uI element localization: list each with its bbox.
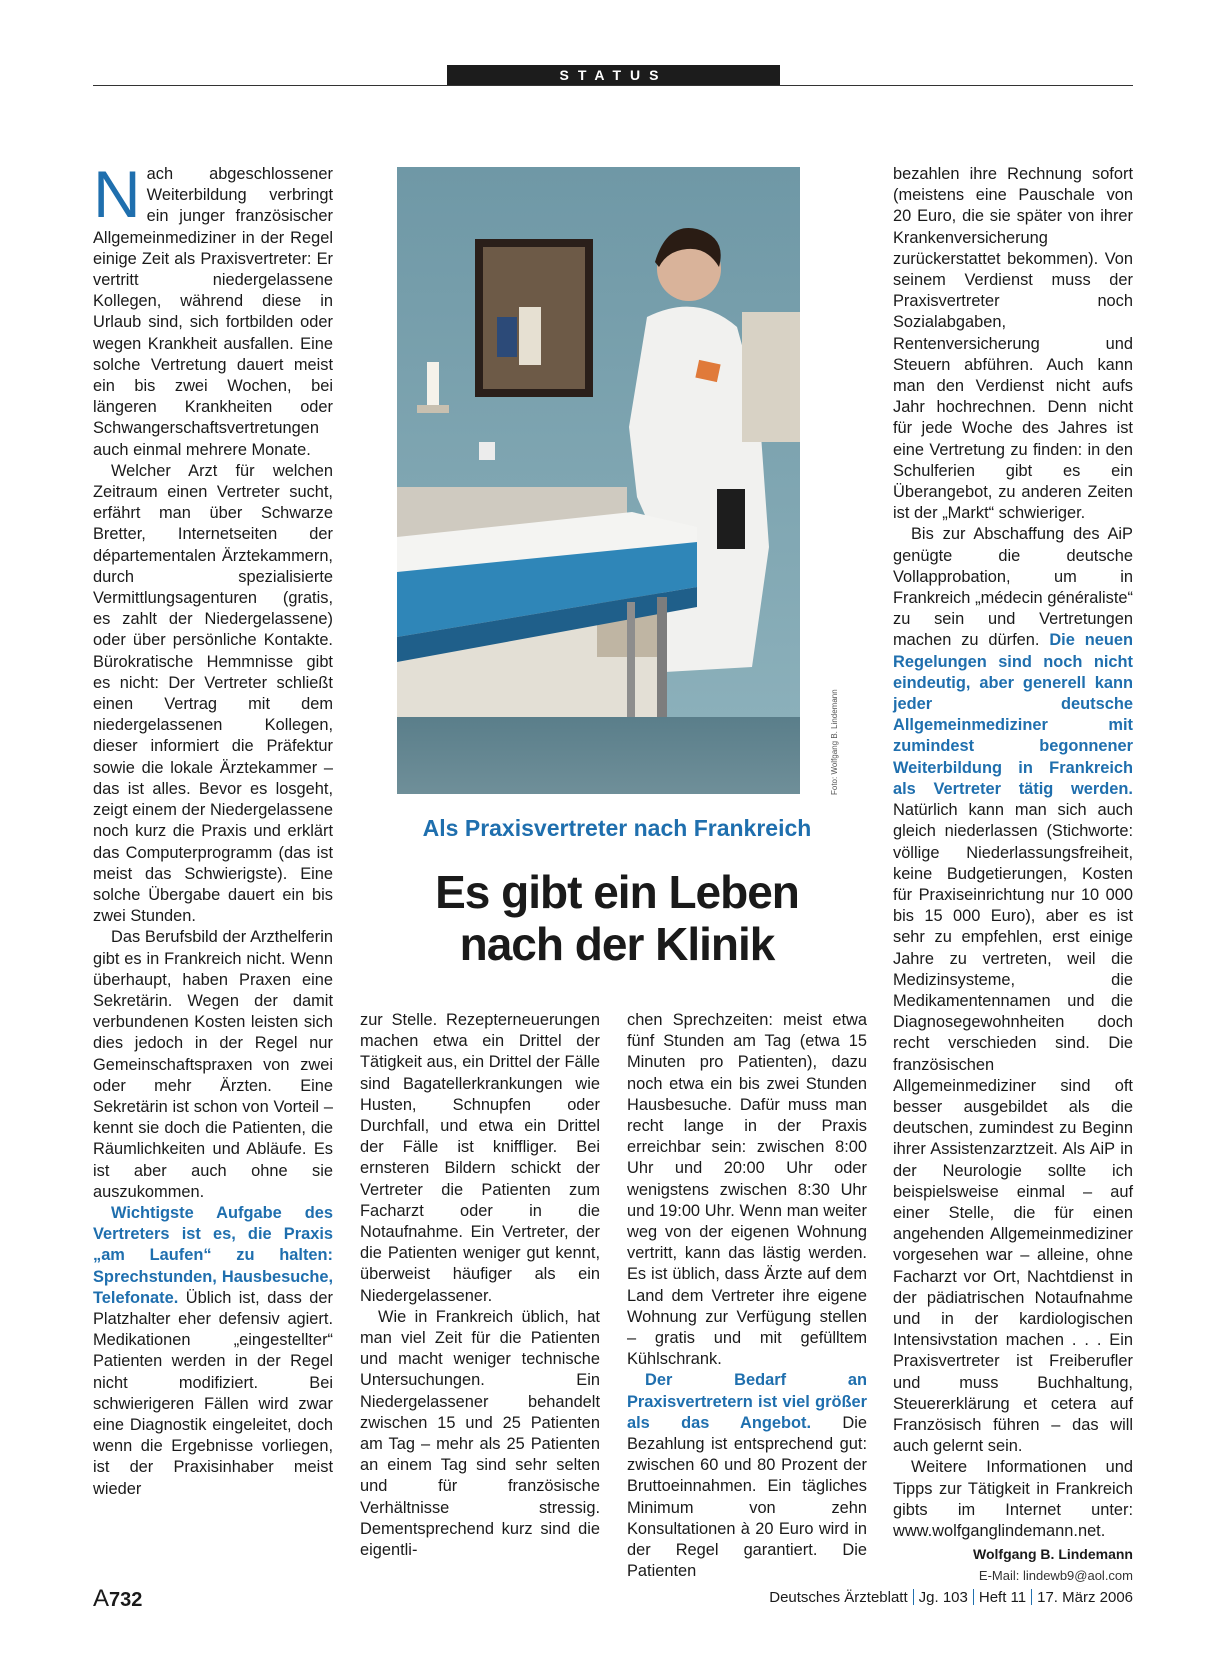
photo-illustration bbox=[397, 167, 800, 794]
drop-cap: N bbox=[93, 157, 141, 231]
headline-line-1: Es gibt ein Leben bbox=[435, 866, 799, 918]
paragraph: Das Berufsbild der Arzthelferin gibt es in Frankreich nicht. Wenn überhaupt, haben Praxen eine Sekretärin. Wegen der damit verbundenen Kosten leisten sich dies jedoch in der Regel nur Gemeinschaftspraxen von zwei oder mehr Ärzten. Eine Sekretärin ist schon von Vorteil – kennt sie doch die Patienten, die Räumlichkeiten und Abläufe. Es ist aber auch ohne sie auszukommen. bbox=[93, 928, 333, 1201]
paragraph: chen Sprechzeiten: meist etwa fünf Stunden am Tag (etwa 15 Minuten pro Patienten), dazu noch etwa ein bis zwei Stunden Hausbesuche. Dafür muss man recht lange in der Praxis erreichbar sein: zwischen 8:00 Uhr und 20:00 Uhr oder wenigstens zwischen 8:30 Uhr und 19:00 Uhr. Wenn man weiter weg von der eigenen Wohnung vertritt, kann das lästig werden. Es ist üblich, dass Ärzte auf dem Land dem Vertreter ihre eigene Wohnung zur Verfügung stellen – gratis und mit gefülltem Kühlschrank. bbox=[627, 1011, 867, 1369]
page-number bbox=[93, 1585, 142, 1613]
page-number-value: 732 bbox=[109, 1589, 143, 1611]
author-email: E-Mail: lindewb9@aol.com bbox=[978, 1568, 1133, 1584]
journal-issue: Heft 11 bbox=[978, 1589, 1027, 1606]
paragraph bbox=[93, 157, 333, 461]
doctor-photo bbox=[397, 167, 800, 794]
article-column-3 bbox=[627, 1010, 867, 1582]
article-kicker: Als Praxisvertreter nach Frankreich bbox=[422, 815, 812, 841]
paragraph: Welcher Arzt für welchen Zeitraum einen Vertreter sucht, erfährt man über Schwarze Bretter, Internetseiten der départementalen Ärztekammern, durch spezialisierte Vermittlungsagenturen (gratis, es zahlt der Niedergelassene) oder über persönliche Kontakte. Bürokratische Hemmnisse gibt es nicht: Der Vertreter schließt einen Vertrag mit dem niedergelassenen Kollegen, dieser informiert die Präfektur sowie die lokale Ärztekammer – das ist alles. Bevor es losgeht, zeigt einem der Niedergelassene noch kurz die Praxis und erklärt das Computerprogramm (das ist meist das Schwierigste). Eine solche Übergabe dauert ein bis zwei Stunden. bbox=[93, 461, 333, 926]
paragraph: zur Stelle. Rezepterneuerungen machen etwa ein Drittel der Tätigkeit aus, ein Drittel der Fälle sind Bagatellerkrankungen wie Husten, Schnupfen oder Durchfall, und etwa ein Drittel der Fälle ist kniffliger. Bei ernsteren Bildern schickt der Vertreter die Patienten zum Facharzt oder in die Notaufnahme. Ein Vertreter, der die Patienten weniger gut kennt, überweist häufiger als ein Niedergelassener. bbox=[360, 1011, 600, 1305]
journal-date: 17. März 2006 bbox=[1037, 1589, 1133, 1606]
paragraph bbox=[627, 1370, 867, 1582]
separator bbox=[973, 1589, 974, 1605]
article-headline bbox=[397, 866, 837, 970]
paragraph bbox=[893, 524, 1133, 1457]
page-prefix: A bbox=[93, 1585, 110, 1612]
paragraph: Wie in Frankreich üblich, hat man viel Zeit für die Patienten und macht weniger technische Untersuchungen. Ein Niedergelassener behandelt zwischen 15 und 25 Patienten am Tag – mehr als 25 Patienten an einem Tag sind sehr selten und für französische Verhältnisse stressig. Dementsprechend kurz sind die eigentli- bbox=[360, 1307, 600, 1560]
paragraph: bezahlen ihre Rechnung sofort (meistens eine Pauschale von 20 Euro, die sie später von ihrer Krankenversicherung zurückerstattet bekommen). Von seinem Verdienst muss der Praxisvertreter noch Sozialabgaben, Rentenversicherung und Steuern abführen. Auch kann man den Verdienst nicht aufs Jahr hochrechnen. Denn nicht für jede Woche des Jahres ist eine Vertretung zu finden: in den Schulferien gibt es ein Überangebot, zu anderen Zeiten ist der „Markt“ schwieriger. bbox=[893, 165, 1133, 523]
journal-footer bbox=[769, 1589, 1133, 1606]
author-name: Wolfgang B. Lindemann bbox=[973, 1546, 1133, 1563]
paragraph-text: Die Bezahlung ist entsprechend gut: zwischen 60 und 80 Prozent der Bruttoeinnahmen. Ein tägliches Minimum von zehn Konsultationen à 20 Euro wird in der Regel garantiert. Die Patienten bbox=[627, 1413, 867, 1581]
paragraph-text: ach abgeschlossener Weiterbildung verbringt ein junger französischer Allgemeinmediziner in der Regel einige Zeit als Praxisvertreter: Er vertritt niedergelassene Kollegen, während diese in Urlaub sind, sich fortbilden oder wegen Krankheit ausfallen. Eine solche Vertretung dauert meist ein bis zwei Wochen, bei längeren Krankheiten oder Schwangerschaftsvertretungen auch einmal mehrere Monate. bbox=[93, 165, 333, 459]
header-rule bbox=[93, 85, 1133, 86]
highlight-text: Wichtigste Aufgabe des Vertreters ist es, die Praxis „am Laufen“ zu halten: Sprechstunden, Hausbesuche, Telefonate. bbox=[93, 1203, 333, 1307]
section-label: STATUS bbox=[447, 65, 780, 85]
separator bbox=[913, 1589, 914, 1605]
paragraph bbox=[93, 1203, 333, 1500]
paragraph: Weitere Informationen und Tipps zur Tätigkeit in Frankreich gibts im Internet unter: www.wolfganglindemann.net. bbox=[893, 1458, 1133, 1540]
photo-credit: Foto: Wolfgang B. Lindemann bbox=[830, 689, 839, 795]
journal-volume: Jg. 103 bbox=[918, 1589, 968, 1606]
highlight-text: Der Bedarf an Praxisvertretern ist viel größer als das Angebot. bbox=[627, 1371, 867, 1432]
paragraph-text: Üblich ist, dass der Platzhalter eher defensiv agiert. Medikationen „eingestellter“ Patienten werden in der Regel nicht modifiziert. Bei schwierigeren Fällen wird zwar eine Diagnostik eingeleitet, doch wenn die Ergebnisse vorliegen, ist der Praxisinhaber meist wieder bbox=[93, 1288, 333, 1498]
article-column-1 bbox=[93, 157, 333, 1500]
separator bbox=[1031, 1589, 1032, 1605]
article-column-2 bbox=[360, 1010, 600, 1561]
highlight-text: Die neuen Regelungen sind noch nicht eindeutig, aber generell kann jeder deutsche Allgemeinmediziner mit zumindest begonnener Weiterbildung in Frankreich als Vertreter tätig werden. bbox=[893, 631, 1133, 798]
paragraph-text: Natürlich kann man sich auch gleich niederlassen (Stichworte: völlige Niederlassungsfreiheit, keine Budgetierungen, Kosten für Praxiseinrichtung nur 10 000 bis 15 000 Euro), aber es ist sehr zu empfehlen, erst einige Jahre zu vertreten, weil die Medizinsysteme, die Medikamentennamen und die Diagnosegewohnheiten doch recht verschieden sind. Die französischen Allgemeinmediziner sind oft besser ausgebildet als die deutschen, zumindest zu Beginn ihrer Assistenzarztzeit. Als AiP in der Neurologie sollte ich beispielsweise einmal – auf einer Stelle, die für einen angehenden Allgemeinmediziner vorgesehen war – alleine, ohne Facharzt vor Ort, Nachtdienst in der pädiatrischen Notaufnahme und in der kardiologischen Intensivstation machen . . . Ein Praxisvertreter ist Freiberufler und muss Buchhaltung, Steuererklärung et cetera auf Französisch führen – das will auch gelernt sein. bbox=[893, 801, 1133, 1456]
paragraph-text: Bis zur Abschaffung des AiP genügte die deutsche Vollapprobation, um in Frankreich „médecin généraliste“ zu sein und Vertretungen machen zu dürfen. bbox=[893, 525, 1133, 650]
headline-line-2: nach der Klinik bbox=[459, 918, 775, 970]
article-column-4 bbox=[893, 164, 1133, 1587]
journal-name: Deutsches Ärzteblatt bbox=[769, 1589, 908, 1606]
